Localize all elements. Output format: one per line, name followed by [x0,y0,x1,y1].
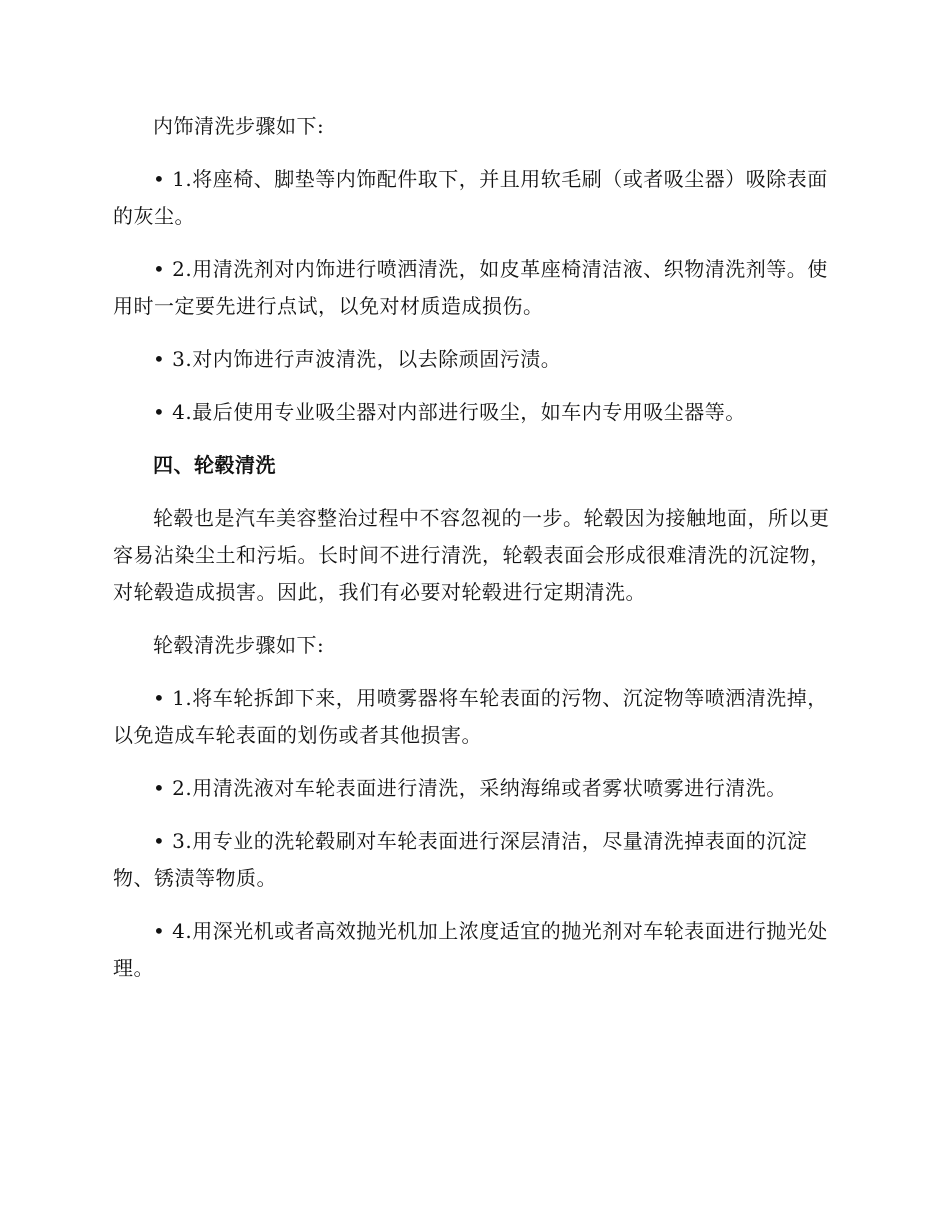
list-item-wheel-step-3: • 3.用专业的洗轮毂刷对车轮表面进行深层清洁，尽量清洗掉表面的沉淀物、锈渍等物质。 [113,829,808,890]
list-item-interior-step-1: • 1.将座椅、脚垫等内饰配件取下，并且用软毛刷（或者吸尘器）吸除表面的灰尘。 [113,167,828,228]
paragraph-wheel-intro: 轮毂也是汽车美容整治过程中不容忽视的一步。轮毂因为接触地面，所以更容易沾染尘土和污垢。长时间不进行清洗，轮毂表面会形成很难清洗的沉淀物，对轮毂造成损害。因此，我们有必要对轮毂进行定期清洗。 [113,506,831,604]
section-heading-wheel-cleaning: 四、轮毂清洗 [153,453,276,477]
list-item-interior-step-3: • 3.对内饰进行声波清洗，以去除顽固污渍。 [153,347,562,371]
document-body [113,108,838,1003]
list-item-interior-step-2: • 2.用清洗剂对内饰进行喷洒清洗，如皮革座椅清洁液、织物清洗剂等。使用时一定要先进行点试，以免对材质造成损伤。 [113,257,828,318]
paragraph-interior-steps-intro: 内饰清洗步骤如下: [153,114,325,138]
paragraph-wheel-steps-intro: 轮毂清洗步骤如下: [153,633,325,657]
list-item-wheel-step-1: • 1.将车轮拆卸下来，用喷雾器将车轮表面的污物、沉淀物等喷洒清洗掉，以免造成车轮表面的划伤或者其他损害。 [113,686,828,747]
list-item-interior-step-4: • 4.最后使用专业吸尘器对内部进行吸尘，如车内专用吸尘器等。 [153,400,746,424]
list-item-wheel-step-2: • 2.用清洗液对车轮表面进行清洗，采纳海绵或者雾状喷雾进行清洗。 [153,776,787,800]
list-item-wheel-step-4: • 4.用深光机或者高效抛光机加上浓度适宜的抛光剂对车轮表面进行抛光处理。 [113,919,828,980]
